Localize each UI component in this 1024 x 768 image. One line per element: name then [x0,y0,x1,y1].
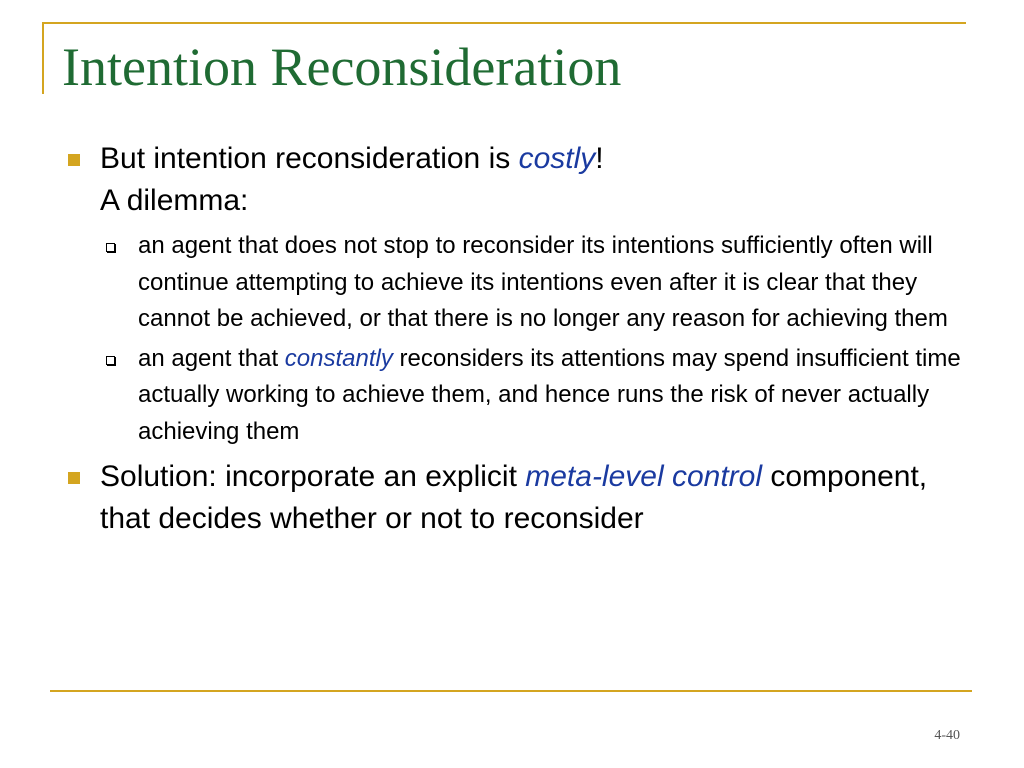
bottom-rule [50,690,972,692]
emphasis-constantly: constantly [284,344,393,372]
square-bullet-icon [68,472,80,484]
slide-body [62,138,962,540]
bullet-costly-exclamation: ! [595,142,604,175]
top-rule [42,22,966,24]
sub-bullet-constantly-text-end: reconsiders its attentions may spend insufficient time actually working to achieve them, and hence runs the risk of never actually achieving them [138,344,961,445]
emphasis-costly: costly [518,142,596,175]
slide-title: Intention Reconsideration [62,37,622,97]
sub-bullet-not-reconsider [100,228,962,338]
bullet-costly-text: But intention reconsideration is [100,142,519,175]
square-bullet-icon [68,154,80,166]
sub-bullet-constantly-text-start: an agent that [138,344,285,372]
dilemma-sub-list [100,228,962,450]
bullet-costly [62,138,962,450]
left-rule [42,22,44,94]
bullet-solution-text-start: Solution: incorporate an explicit [100,460,526,493]
hollow-square-bullet-icon [106,243,115,252]
bullet-dilemma-line: A dilemma: [100,184,249,217]
sub-bullet-constantly [100,341,962,451]
page-number: 4-40 [934,728,960,743]
emphasis-meta-level-control: meta-level control [525,460,763,493]
sub-bullet-not-reconsider-text: an agent that does not stop to reconsider its intentions sufficiently often will continue attempting to achieve its intentions even after it is clear that they cannot be achieved, or that there is no longer any reason for achieving them [138,232,948,332]
bullet-costly-line1 [100,138,962,180]
bullet-solution-text-end: component, that decides whether or not to reconsider [100,460,928,535]
bullet-solution [62,456,962,540]
hollow-square-bullet-icon [106,356,115,365]
